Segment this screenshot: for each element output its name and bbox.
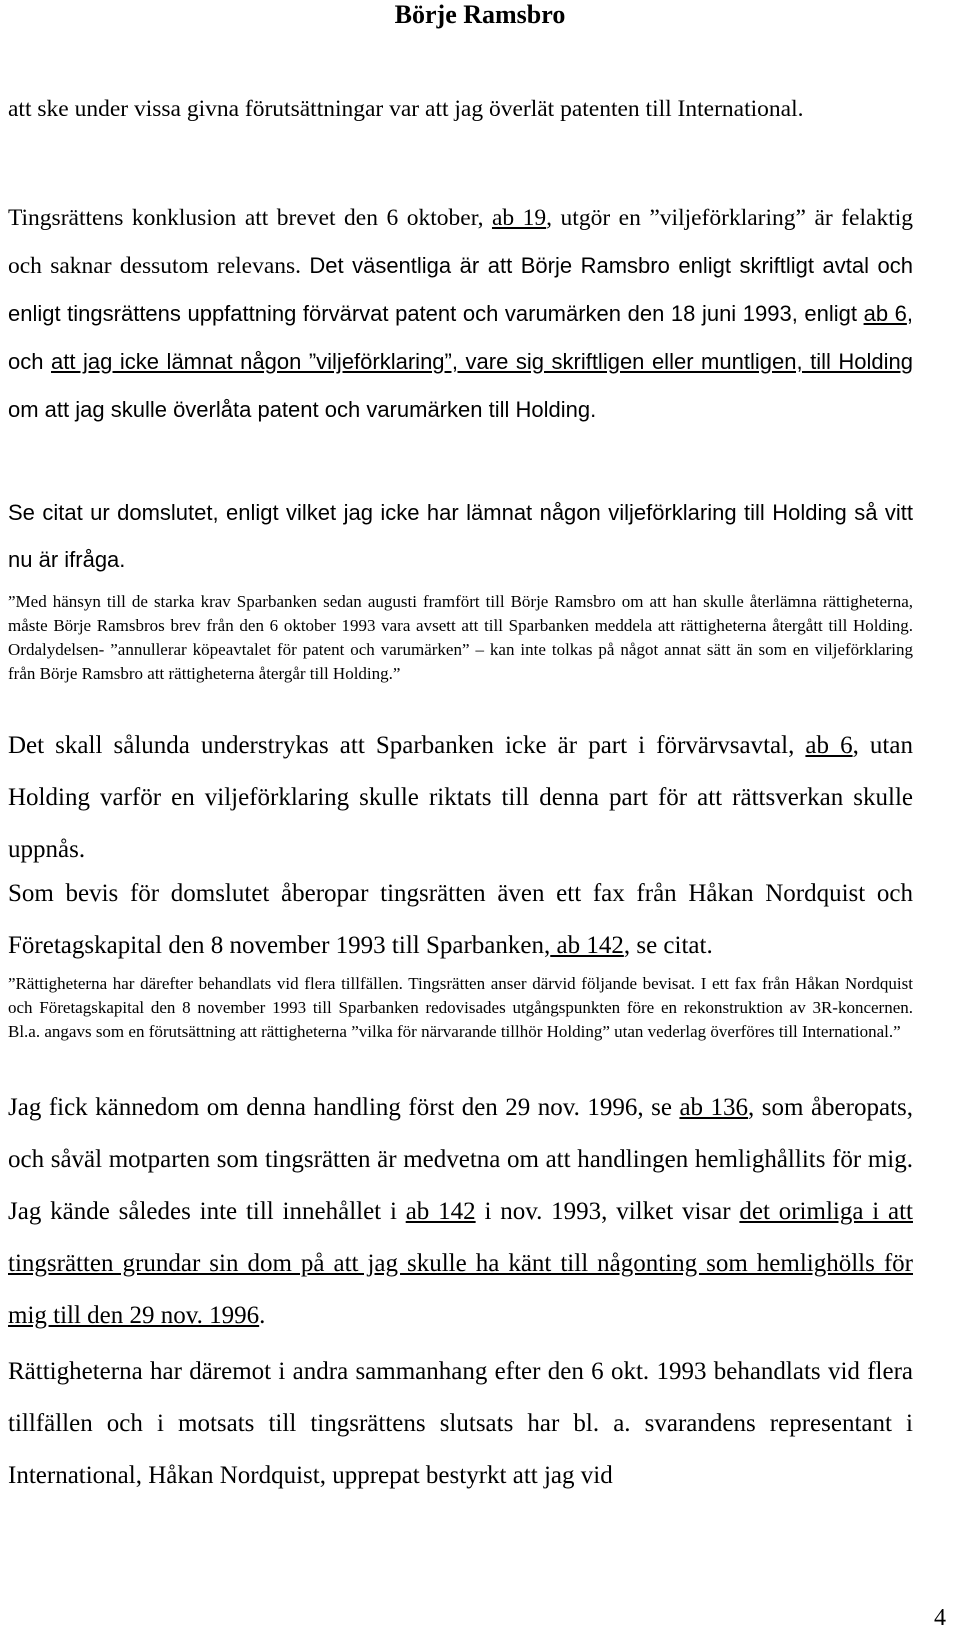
quote-1: ”Med hänsyn till de starka krav Sparbanken sedan augusti framfört till Börje Ramsbro om att han skulle återlämna rättigheterna, måste Börje Ramsbros brev från den 6 oktober 1993 vara avsett att till Sparbanken meddela att rättigheterna återgått till Holding. Ordalydelsen- ”annullerar köpeavtalet för patent och varumärken” – kan inte tolkas på något annat sätt än som en viljeförklaring från Börje Ramsbro att rättigheterna återgår till Holding.”	[8, 592, 913, 683]
paragraph-6-text-4: .	[259, 1302, 266, 1329]
paragraph-2-text-3-a: Det väsentliga är att Börje Ramsbro enligt skriftligt avtal och enligt tingsrättens uppfattning förvärvat patent och varumärken den 18 juni 1993, enligt	[8, 253, 913, 326]
paragraph-2-text-2: , utgör en ”viljeförklaring” är felaktig och saknar dessutom relevans.	[8, 205, 913, 279]
paragraph-6	[8, 1082, 913, 1342]
unreasonable-underline: det orimliga i att tingsrätten grundar sin dom på att jag skulle ha känt till någonting som hemlighölls för mig till den 29 nov. 1996	[8, 1198, 913, 1329]
paragraph-7: Rättigheterna har däremot i andra sammanhang efter den 6 okt. 1993 behandlats vid flera tillfällen och i motsats till tingsrättens slutsats har bl. a. svarandens representant i International, Håkan Nordquist, upprepat bestyrkt att jag vid	[8, 1358, 913, 1489]
ab-19-link: ab 19	[491, 205, 547, 231]
paragraph-2-text-4: , och	[8, 301, 913, 374]
paragraph-4-text-2: , utan Holding varför en viljeförklaring skulle riktats till denna part för att rättsverkan skulle uppnås.	[8, 732, 913, 863]
ab-142-link-2: ab 142	[405, 1198, 476, 1225]
paragraph-6-text-1: Jag fick kännedom om denna handling först den 29 nov. 1996, se	[8, 1094, 680, 1121]
page-title: Börje Ramsbro	[394, 0, 566, 29]
paragraph-5-text-1: Som bevis för domslutet åberopar tingsrätten även ett fax från Håkan Nordquist och Företagskapital den 8 november 1993 till Sparbanken,	[8, 880, 913, 959]
ab-6-link: ab 6	[863, 301, 907, 326]
paragraph-6-text-3: i nov. 1993, vilket visar	[475, 1198, 740, 1225]
ab-6-link-2: ab 6	[805, 732, 853, 759]
paragraph-5-text-2: , se citat.	[623, 932, 713, 959]
page-number: 4	[934, 1605, 946, 1631]
paragraph-1: att ske under vissa givna förutsättningar var att jag överlät patenten till International.	[8, 96, 804, 122]
paragraph-3: Se citat ur domslutet, enligt vilket jag icke har lämnat någon viljeförklaring till Holding så vitt nu är ifråga.	[8, 500, 913, 572]
paragraph-5	[8, 868, 913, 972]
no-declaration-underline: att jag icke lämnat någon ”viljeförklaring”, vare sig skriftligen eller muntligen, till Holding	[51, 349, 914, 374]
paragraph-2	[8, 195, 913, 434]
paragraph-4-text-1: Det skall sålunda understrykas att Sparbanken icke är part i förvärvsavtal,	[8, 732, 806, 759]
ab-142-link: ab 142	[550, 932, 624, 959]
paragraph-2-text-5: om att jag skulle överlåta patent och varumärken till Holding.	[8, 397, 597, 422]
quote-2: ”Rättigheterna har därefter behandlats vid flera tillfällen. Tingsrätten anser därvid följande bevisat. I ett fax från Håkan Nordquist och Företagskapital den 8 november 1993 till Sparbanken redovisades utgångspunkten före en rekonstruktion av 3R-koncernen. Bl.a. angavs som en förutsättning att rättigheterna ”vilka för närvarande tillhör Holding” utan vederlag överföres till International.”	[8, 974, 913, 1041]
paragraph-2-text-1: Tingsrättens konklusion att brevet den 6 oktober,	[8, 205, 492, 231]
ab-136-link: ab 136	[679, 1094, 749, 1121]
paragraph-4	[8, 720, 913, 876]
paragraph-6-text-2: , som åberopats, och såväl motparten som tingsrätten är medvetna om att handlingen hemlighållits för mig. Jag kände således inte till innehållet i	[8, 1094, 913, 1225]
